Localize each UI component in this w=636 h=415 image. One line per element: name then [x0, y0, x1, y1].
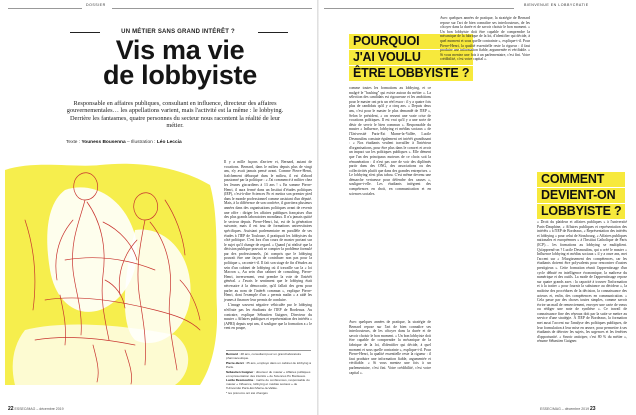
illustrator-name: Léo Leccia [156, 140, 182, 145]
kicker-rule-right [258, 32, 288, 33]
question-heading-2 [537, 172, 625, 220]
question-1-line: J'AI VOULU [353, 50, 421, 64]
inset-entry: Bernard : 48 ans, consultant pour un grand laboratoire pharmaceutique. [226, 352, 302, 360]
page-number-right: 23 [590, 406, 596, 412]
question-1-line: ÊTRE LOBBYISTE ? [353, 66, 470, 80]
body-column-right-2 [440, 16, 530, 166]
body-column-right-1 [349, 86, 431, 197]
question-2-line: LOBBYISTE ? [541, 204, 622, 218]
section-tag: DOSSIER [86, 3, 106, 7]
kicker-rule-left [70, 32, 100, 33]
lobbyist-illustration [5, 160, 217, 385]
inset-entry: Lucile Desmoulins : maître de conférences, responsable du master « Influence, lobbying et médias sociaux » de l'Université Paris-Est Marne-la-Vallée. [226, 378, 310, 391]
question-2-line: COMMENT [541, 172, 605, 186]
top-rule-left-2 [112, 8, 312, 9]
question-2-line: DEVIENT-ON [541, 188, 616, 202]
body-paragraph: Il y a mille façons d'arriver et, Bernard, autant de vocations. Bernard, dans le milieu depuis plus de vingt ans, n'y avait jamais pensé avant. Comme Pierre-Henri, fraîchement débarqué dans le milieu, il est d'abord passionné par la politique : « J'ai commencé à militer chez les Jeunes giscardiens à 13 ans ! » En somme Pierre-Henri, il aura fermé dans un Institut d'études politiques (IEP), c'est-à-dire Sciences Po et mettra son premier pied dans le monde professionnel comme assistant d'un député. Mais, à la différence de son confrère, il gravitera plusieurs années dans des organisations politiques avant de revenir une offre : diriger les affaires publiques françaises d'un des plus grands laboratoires mondiaux. Il n'a jamais quitté le secteur depuis. Pierre-Henri, lui, est de la génération suivante, mais il est issu de formations universitaires spécifiques. Assistant parlementaire en parallèle de ses études à l'IEP de Toulouse, il pratiquait les lobbyistes du côté politique. C'est lors d'un cours de master portant sur le sujet qu'il change de regard. « Quand j'ai réalisé que la décision publique pouvait se compter la problème formulé par des professionnels, j'ai compris que le lobbying pouvait être une façon de contribuer non pas pour la politique », raconte-t-il. Il fait son stage de fin d'études au sein d'un cabinet de lobbying où il travaille sur la « loi Macron », Au sein d'un cabinet de consulting, Pierre-Henri, inversement, veut prendre la voie de l'intérêt général. « J'avais le sentiment que le lobbying était nécessaire à la démocratie, qu'il fallait des gens pour parler au nom de l'intérêt commun », explique Pierre-Henri, dont l'exemple d'un « permis malin » a aidé les jeunes à financer leur permis de conduire. [224, 160, 312, 302]
body-column-left [224, 160, 312, 332]
footer-left [8, 406, 64, 412]
top-rule-left [8, 8, 82, 9]
body-paragraph: Avec quelques années de pratique, la stratégie de Bernard repose sur l'art de bien connaître ses interlocuteurs, de les côtoyer dans la durée et de savoir choisir le bon moment. « Un bon lobbyiste doit être capable de comprendre la mécanique de la fabrique de la loi, d'identifier qui décide, à quel moment et sous quelle contrainte », explique-t-il. Pour Pierre-Henri, la qualité essentielle reste la rigueur : il faut produire une information fiable, argumentée et vérifiable. « Si vous mentez une fois à un parlementaire, c'est fini. Votre crédibilité, c'est votre capital ». [349, 320, 431, 375]
headline-line-2: de lobbyiste [103, 60, 257, 90]
question-1-line: POURQUOI [353, 34, 420, 48]
author-name: Youness Bousenna [81, 140, 126, 145]
footer-text: ESSEC/MAG – décembre 2019 [14, 407, 64, 411]
footer-text-right: ESSEC/MAG – décembre 2019 [540, 407, 590, 411]
headline-line-1: Vis ma vie [115, 35, 245, 65]
inset-entry: Sébastien Guigner : directeur du master « Affaires publiques et représentation des intérêts » de Sciences Po Bordeaux. [226, 369, 311, 378]
body-column-right-3 [537, 220, 627, 402]
speakers-inset [226, 350, 311, 397]
spine-gutter [317, 0, 319, 415]
byline [66, 140, 286, 145]
inset-entry: Pierre-Henri : 35 ans, employé dans un cabinet de lobbying à Paris. [226, 360, 311, 369]
footer-right [540, 406, 596, 412]
illustration-white-floor [13, 325, 189, 385]
body-column-right-1b [349, 320, 431, 376]
body-paragraph: Avec quelques années de pratique, la stratégie de Bernard repose sur l'art de bien connaître ses interlocuteurs, de les côtoyer dans la durée et de savoir choisir le bon moment. « Un bon lobbyiste doit être capable de comprendre la mécanique de la fabrique de la loi, d'identifier qui décide, à quel moment et sous quelle contrainte », explique-t-il. Pour Pierre-Henri, la qualité essentielle reste la rigueur : il faut produire une information fiable, argumentée et vérifiable. « Si vous mentez une fois à un parlementaire, c'est fini. Votre crédibilité, c'est votre capital ». [440, 16, 530, 62]
credit-illus-label: – Illustration : [125, 140, 157, 145]
body-paragraph: « Droit du plaideur et affaires publiques » à l'université Paris-Dauphine, « Affaires publiques et représentation des intérêts » à l'IEP de Bordeaux, « Représentation des intérêts et lobbying » pour celui de Strasbourg, « Affaires publiques nationales et européennes » à l'Institut Catholique de Paris (ICP)… les formations au lobbying se multiplient. Qu'apprend-on ? Lucile Desmoulins, qui a créé le master « Influence lobbying et médias sociaux » il y a onze ans, met l'accent sur « l'élargissement des compétences, car les étudiants doivent être polyvalents pour rencontrer d'autres prestigieux ». Cette formation réunit l'apprentissage d'un cycle débuté en intelligence économique, la maîtrese du numérique et des outils. La mode de l'apprentissage repose sur quatre grands axes : la capacité à trouver l'information et à la traiter « pour fournir la substance au décideur », la maîtrise des procédures de la décision, la connaissance des acteurs et, enfin, des compétences en communication. « Cela passe par des choses toutes simples, comme savoir écrire un mail de remerciement, envoyer une carte de vœux ou rédiger une note de synthèse ». Ce travail de connaissance fine des réseaux doit par la suite se mettre au service d'une stratégie. À l'IEP de Bordeaux, la formation met aussi l'accent sur l'analyse des politiques publiques, de leur formulation à leur mise en œuvre, pour permettre à ses étudiants de détecter les sujets, les urgences et les fenêtres d'opportunité. « Savoir anticiper, c'est 80 % du métier », résume Sébastien Guigner. [537, 220, 627, 344]
section-tag-right: BIENVENUE EN LOBBYCRATIE [524, 3, 589, 7]
page-number: 22 [8, 406, 14, 412]
inset-note: * les prénoms ont été changés [226, 391, 268, 396]
top-rule-right [324, 8, 514, 9]
body-paragraph: L'image souvent négative véhiculée par le lobbying n'effraie pas les étudiants de l'IEP de Bordeaux. Au contraire, explique Sébastien Guigner, Directeur du master « Affaires publiques et représentation des intérêts » (APRI) depuis sept ans, il souligne que la formation a « le vent en poupe, [224, 303, 312, 331]
standfirst: Responsable en affaires publiques, consultant en influence, directeur des affaires gouvernementales… les appellations varient, mais l'activité est la même : le lobbying. Derrière les fantasmes, quatre personnes du secteur nous racontent la réalité de leur métier. [66, 100, 284, 130]
credit-text-label: Texte : [66, 140, 82, 145]
headline [80, 35, 280, 90]
body-paragraph: comme toutes les formations au lobbying, et ce malgré le "bashing" qui existe autour du métier ». La sélection des candidats est rigoureuse et les ambitions pour le master ont pris un réel essor : il y a quatre fois plus de candidats qu'il y a cinq ans. « Depuis deux ans, c'est pour le master le plus demandé de l'IEP », Selon le président, « on ressent une vraie crise de vocations politiques. Il est vrai qu'il y a une sorte de désir de servir le bien commun ». Responsable du master « Influence, lobbying et médias sociaux » de l'Université Paris-Est Marne-la-Vallée, Lucile Desmoulins constate également cet intérêt grandissant : « Nos étudiants veulent travailler à l'intérieur d'organisations, pour être plus dans le concret et avoir un impact sur les politiques publiques ». Elle dément que l'un des principaux moteurs de ce choix soit la rémunération : il n'est pas rare de voir des diplômés partir dans des ONG, des associations ou des collectivités plutôt que dans des grandes entreprises. « Le lobbying n'est plus tabou. C'est même devenu une démarche vertueuse pour défendre des causes », souligne-t-elle. Les étudiants intègrent des compétences en droit, en communication et en sciences sociales. [349, 86, 431, 196]
kicker: UN MÉTIER SANS GRAND INTÉRÊT ? [121, 29, 235, 35]
